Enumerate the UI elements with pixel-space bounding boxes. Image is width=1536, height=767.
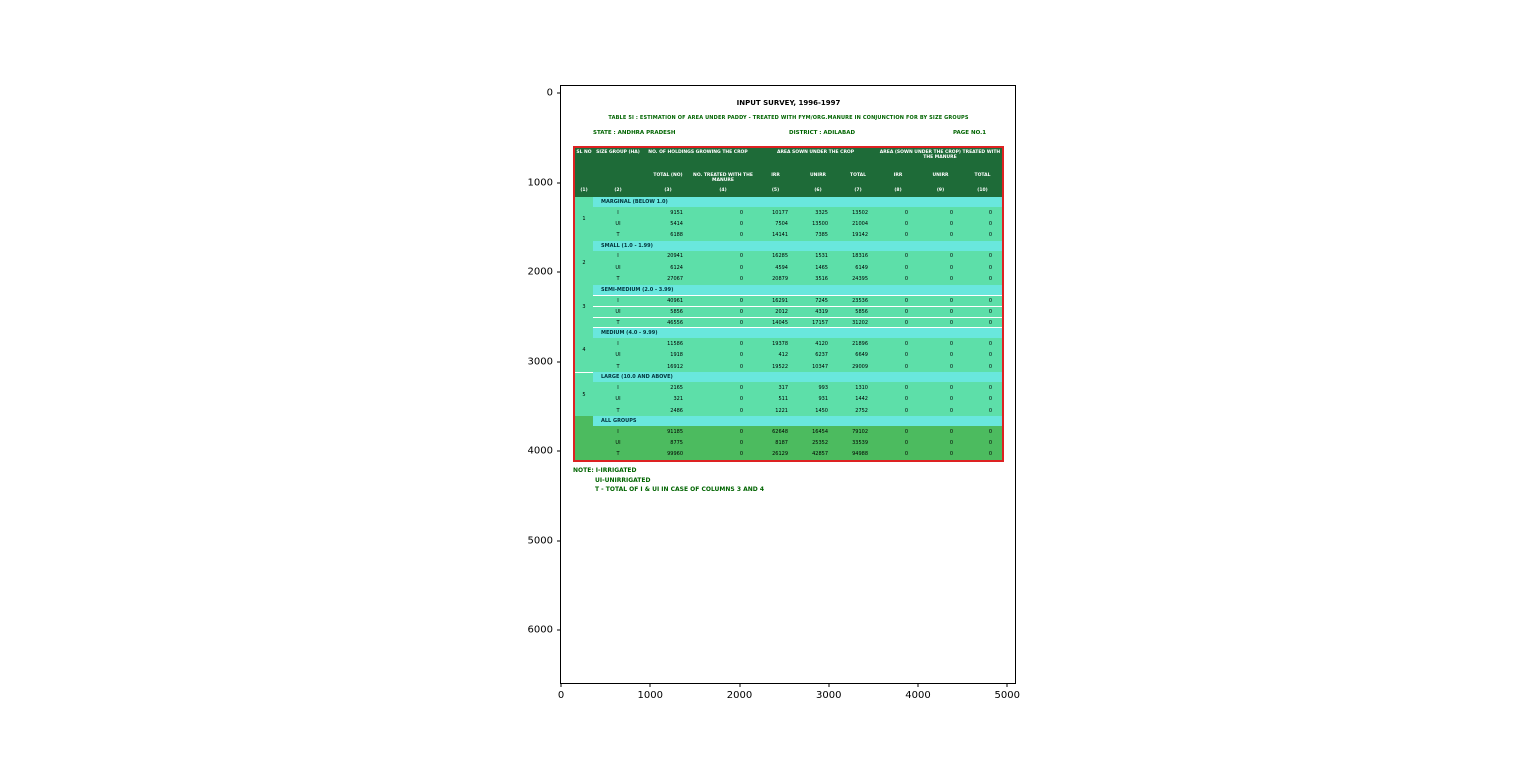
table-cell: 24395	[852, 276, 868, 283]
header-column-number: (7)	[854, 188, 862, 193]
table-cell: 0	[904, 319, 908, 326]
page-number-label: PAGE NO.1	[953, 130, 987, 136]
table-row	[593, 437, 1002, 448]
table-row	[593, 306, 1002, 317]
header-column-number: (6)	[814, 188, 822, 193]
table-cell: 0	[904, 209, 908, 216]
header-cell-irr: IRR	[771, 173, 780, 178]
x-tick-label: 2000	[726, 690, 753, 701]
table-cell: 10177	[772, 209, 788, 216]
table-cell: 0	[949, 352, 953, 359]
table-cell: 0	[949, 276, 953, 283]
y-tick-label: 2000	[527, 266, 553, 278]
table-cell: 0	[949, 232, 953, 239]
header-group-area-treated: AREA (SOWN UNDER THE CROP) TREATED WITH THE MANURE	[879, 150, 1001, 161]
table-row	[593, 251, 1002, 262]
table-cell: 0	[904, 264, 908, 271]
table-cell: 0	[949, 253, 953, 260]
size-group-section	[575, 197, 1002, 241]
row-label-cell: UI	[615, 264, 621, 271]
table-body	[575, 197, 1002, 460]
y-tick-mark	[557, 182, 561, 183]
table-cell: 18316	[852, 253, 868, 260]
table-cell: 0	[988, 396, 992, 403]
table-cell: 317	[778, 384, 788, 391]
table-cell: 8187	[775, 440, 788, 447]
table-cell: 19378	[772, 341, 788, 348]
table-cell: 20941	[667, 253, 683, 260]
section-content	[593, 285, 1002, 329]
table-cell: 0	[904, 341, 908, 348]
size-group-section	[575, 241, 1002, 285]
section-content	[593, 241, 1002, 285]
table-cell: 993	[818, 384, 828, 391]
table-cell: 94988	[852, 451, 868, 458]
table-cell: 5856	[670, 308, 683, 315]
table-cell: 0	[949, 264, 953, 271]
table-cell: 0	[904, 396, 908, 403]
serial-number-cell: 3	[582, 303, 586, 310]
table-cell: 0	[904, 440, 908, 447]
x-tick-label: 4000	[905, 690, 931, 701]
table-cell: 0	[904, 220, 908, 227]
table-cell: 1450	[815, 407, 828, 414]
row-label-cell: UI	[615, 220, 621, 227]
table-cell: 0	[988, 341, 992, 348]
table-cell: 1465	[815, 264, 828, 271]
district-label: DISTRICT : ADILABAD	[789, 130, 856, 136]
table-cell: 91185	[667, 428, 683, 435]
row-label-cell: I	[617, 297, 619, 304]
table-row	[593, 382, 1002, 393]
table-cell: 0	[739, 396, 743, 403]
header-column-number: (3)	[664, 188, 672, 193]
table-cell: 21896	[852, 341, 868, 348]
row-label-cell: I	[617, 384, 619, 391]
header-subcolumn-row	[575, 172, 1002, 188]
header-cell-slno: SL NO	[576, 150, 592, 155]
table-row	[593, 426, 1002, 437]
table-row	[593, 262, 1002, 273]
table-cell: 0	[904, 232, 908, 239]
y-tick-mark	[557, 93, 561, 94]
table-cell: 13502	[852, 209, 868, 216]
section-content	[593, 416, 1002, 460]
table-cell: 2752	[855, 407, 868, 414]
state-label: STATE : ANDHRA PRADESH	[593, 130, 676, 136]
table-cell: 0	[988, 308, 992, 315]
table-cell: 0	[904, 407, 908, 414]
x-tick-label: 5000	[994, 690, 1021, 701]
header-column-number: (8)	[894, 188, 902, 193]
y-tick-mark	[557, 540, 561, 541]
section-label: SMALL (1.0 - 1.99)	[593, 241, 1002, 251]
table-cell: 2486	[670, 407, 683, 414]
size-group-section	[575, 416, 1002, 460]
table-cell: 0	[739, 209, 743, 216]
table-cell: 0	[949, 451, 953, 458]
table-cell: 0	[904, 253, 908, 260]
table-row	[593, 295, 1002, 306]
serial-number-cell: 2	[582, 259, 586, 266]
table-cell: 931	[818, 396, 828, 403]
header-group-area-sown: AREA SOWN UNDER THE CROP	[776, 150, 855, 155]
table-cell: 7245	[815, 297, 828, 304]
table-cell: 14045	[772, 319, 788, 326]
table-cell: 0	[949, 384, 953, 391]
table-cell: 16912	[667, 363, 683, 370]
table-cell: 0	[739, 451, 743, 458]
table-cell: 79102	[852, 428, 868, 435]
table-cell: 412	[778, 352, 788, 359]
table-cell: 1310	[855, 384, 868, 391]
x-tick-label: 0	[557, 690, 565, 701]
figure-subtitle: TABLE 5I : ESTIMATION OF AREA UNDER PADDY - TREATED WITH FYM/ORG.MANURE IN CONJUNCTION FOR BY SIZE GROUPS	[608, 115, 969, 121]
table-cell: 0	[949, 440, 953, 447]
table-cell: 1221	[775, 407, 788, 414]
header-column-number: (4)	[719, 188, 727, 193]
table-row	[593, 405, 1002, 416]
table-cell: 0	[949, 363, 953, 370]
table-cell: 0	[949, 209, 953, 216]
table-cell: 0	[739, 232, 743, 239]
row-label-cell: T	[616, 363, 620, 370]
table-cell: 0	[988, 297, 992, 304]
table-cell: 0	[904, 363, 908, 370]
header-cell-empty	[575, 172, 593, 188]
header-cell-empty	[593, 172, 643, 188]
section-label: ALL GROUPS	[593, 416, 1002, 426]
table-cell: 0	[988, 253, 992, 260]
table-cell: 511	[778, 396, 788, 403]
table-cell: 27067	[667, 276, 683, 283]
table-cell: 0	[739, 253, 743, 260]
y-tick-label: 1000	[527, 177, 553, 188]
table-row	[593, 338, 1002, 349]
table-cell: 321	[673, 396, 683, 403]
table-cell: 6237	[815, 352, 828, 359]
header-cell-total-no: TOTAL (NO)	[653, 173, 683, 178]
table-cell: 17157	[812, 319, 828, 326]
table-cell: 0	[904, 308, 908, 315]
table-cell: 16454	[812, 428, 828, 435]
table-cell: 0	[904, 297, 908, 304]
size-group-section	[575, 328, 1002, 372]
y-tick-mark	[557, 272, 561, 273]
x-tick-mark	[1007, 683, 1008, 687]
x-tick-mark	[918, 683, 919, 687]
header-column-number-row	[575, 188, 1002, 197]
table-row	[593, 230, 1002, 241]
table-cell: 0	[949, 396, 953, 403]
header-cell-irr: IRR	[893, 173, 903, 178]
table-cell: 33539	[852, 440, 868, 447]
table-cell: 7504	[775, 220, 788, 227]
table-row	[593, 394, 1002, 405]
row-label-cell: I	[617, 428, 619, 435]
row-label-cell: I	[617, 209, 619, 216]
header-column-number: (2)	[614, 188, 622, 193]
table-cell: 23536	[852, 297, 868, 304]
table-row	[593, 273, 1002, 284]
x-tick-mark	[561, 683, 562, 687]
serial-number-cell	[575, 416, 593, 460]
table-cell: 0	[739, 297, 743, 304]
table-cell: 0	[988, 264, 992, 271]
x-tick-mark	[739, 683, 740, 687]
table-cell: 0	[739, 276, 743, 283]
header-column-number: (5)	[771, 188, 780, 193]
table-cell: 1531	[815, 253, 828, 260]
header-cell-total: TOTAL	[850, 173, 866, 178]
table-cell: 0	[949, 428, 953, 435]
table-cell: 3516	[815, 276, 828, 283]
header-group-row	[575, 148, 1002, 172]
table-cell: 0	[949, 297, 953, 304]
table-cell: 14141	[772, 232, 788, 239]
row-label-cell: I	[617, 341, 619, 348]
table-cell: 16291	[772, 297, 788, 304]
table-cell: 62648	[772, 428, 788, 435]
section-content	[593, 197, 1002, 241]
table-cell: 0	[739, 407, 743, 414]
table-cell: 99960	[667, 451, 683, 458]
table-cell: 5414	[670, 220, 683, 227]
table-cell: 0	[988, 352, 992, 359]
table-cell: 6649	[855, 352, 868, 359]
y-tick-mark	[557, 630, 561, 631]
table-cell: 3325	[815, 209, 828, 216]
row-label-cell: UI	[615, 308, 621, 315]
row-label-cell: T	[616, 407, 620, 414]
table-cell: 0	[904, 276, 908, 283]
section-label: LARGE (10.0 AND ABOVE)	[593, 372, 1002, 382]
table-cell: 0	[988, 384, 992, 391]
table-cell: 0	[739, 428, 743, 435]
table-cell: 42857	[812, 451, 828, 458]
table-row	[593, 207, 1002, 218]
table-row	[593, 361, 1002, 372]
table-cell: 0	[949, 220, 953, 227]
table-cell: 0	[988, 209, 992, 216]
table-cell: 21004	[852, 220, 868, 227]
table-cell: 9151	[670, 209, 683, 216]
table-cell: 25352	[812, 440, 828, 447]
header-cell-size-group: SIZE GROUP (HA)	[596, 150, 640, 155]
header-cell-total: TOTAL	[974, 173, 991, 178]
table-cell: 0	[988, 407, 992, 414]
table-cell: 0	[988, 319, 992, 326]
table-cell: 0	[739, 220, 743, 227]
table-cell: 0	[739, 352, 743, 359]
serial-number-cell: 4	[582, 347, 586, 354]
table-cell: 0	[739, 440, 743, 447]
table-cell: 4120	[815, 341, 828, 348]
table-cell: 16285	[772, 253, 788, 260]
row-label-cell: T	[616, 276, 620, 283]
table-header	[575, 148, 1002, 197]
row-label-cell: I	[617, 253, 619, 260]
table-cell: 0	[904, 352, 908, 359]
table-cell: 0	[739, 384, 743, 391]
header-cell-unirr: UNIRR	[809, 173, 827, 178]
table-cell: 1442	[855, 396, 868, 403]
table-row	[593, 350, 1002, 361]
serial-number-cell: 5	[575, 372, 593, 416]
table-cell: 11586	[667, 341, 683, 348]
table-cell: 0	[988, 451, 992, 458]
footnote-line: UI-UNIRRIGATED	[595, 476, 651, 484]
serial-number-cell: 1	[582, 215, 586, 222]
table-cell: 0	[904, 428, 908, 435]
table-cell: 19522	[772, 363, 788, 370]
table-cell: 5856	[855, 308, 868, 315]
section-label: SEMI-MEDIUM (2.0 - 3.99)	[593, 285, 1002, 295]
table-cell: 0	[904, 384, 908, 391]
table-cell: 2165	[670, 384, 683, 391]
y-tick-label: 5000	[527, 535, 553, 546]
table-cell: 6149	[855, 264, 868, 271]
table-cell: 0	[988, 363, 992, 370]
header-column-number: (1)	[580, 188, 588, 193]
footnote-line: NOTE: I-IRRIGATED	[573, 467, 637, 474]
x-tick-mark	[650, 683, 651, 687]
table-cell: 0	[949, 319, 953, 326]
report-table	[573, 146, 1004, 462]
table-cell: 46556	[667, 319, 683, 326]
figure-title: INPUT SURVEY, 1996-1997	[736, 99, 841, 107]
table-cell: 0	[988, 428, 992, 435]
table-cell: 7385	[815, 232, 828, 239]
table-cell: 13500	[812, 220, 828, 227]
row-label-cell: T	[616, 319, 620, 326]
y-tick-mark	[557, 451, 561, 452]
table-cell: 0	[739, 341, 743, 348]
table-cell: 0	[988, 232, 992, 239]
row-label-cell: UI	[615, 352, 621, 359]
table-cell: 29009	[852, 363, 868, 370]
table-cell: 20879	[772, 276, 788, 283]
table-cell: 6188	[670, 232, 683, 239]
section-label: MEDIUM (4.0 - 9.99)	[593, 328, 1002, 338]
table-cell: 0	[949, 341, 953, 348]
y-tick-label: 3000	[527, 356, 553, 367]
header-column-number: (10)	[977, 188, 988, 193]
table-cell: 1918	[670, 352, 683, 359]
table-cell: 0	[988, 440, 992, 447]
size-group-section	[575, 372, 1002, 416]
table-cell: 2012	[775, 308, 788, 315]
y-tick-label: 4000	[527, 445, 553, 457]
table-cell: 4594	[775, 264, 788, 271]
table-cell: 0	[988, 220, 992, 227]
section-content	[593, 328, 1002, 372]
table-footnotes	[573, 466, 764, 495]
table-cell: 19142	[852, 232, 868, 239]
y-tick-label: 0	[546, 87, 553, 99]
header-column-number: (9)	[936, 188, 945, 193]
x-tick-label: 3000	[816, 690, 842, 701]
table-row	[593, 218, 1002, 229]
table-cell: 4319	[815, 308, 828, 315]
header-cell-no-treated: NO. TREATED WITH THE MANURE	[693, 173, 753, 184]
row-label-cell: UI	[615, 440, 621, 447]
row-label-cell: T	[616, 451, 620, 458]
footnote-line: T - TOTAL OF I & UI IN CASE OF COLUMNS 3 AND 4	[595, 486, 765, 493]
size-group-section	[575, 285, 1002, 329]
table-cell: 0	[988, 276, 992, 283]
table-cell: 8775	[670, 440, 683, 447]
table-row	[593, 449, 1002, 460]
table-cell: 31202	[852, 319, 868, 326]
y-tick-label: 6000	[527, 624, 553, 636]
table-cell: 0	[739, 308, 743, 315]
table-cell: 0	[739, 264, 743, 271]
plot-axes	[527, 85, 1021, 701]
table-cell: 40961	[667, 297, 683, 304]
report-meta-row	[573, 130, 1004, 140]
section-content	[593, 372, 1002, 416]
header-cell-unirr: UNIRR	[932, 173, 949, 178]
table-cell: 0	[739, 319, 743, 326]
table-cell: 0	[949, 308, 953, 315]
table-cell: 26129	[772, 451, 788, 458]
table-row	[593, 317, 1002, 329]
table-cell: 0	[949, 407, 953, 414]
section-label: MARGINAL (BELOW 1.0)	[593, 197, 1002, 207]
table-cell: 0	[739, 363, 743, 370]
table-cell: 0	[904, 451, 908, 458]
y-tick-mark	[557, 361, 561, 362]
row-label-cell: T	[616, 232, 620, 239]
row-label-cell: UI	[615, 396, 621, 403]
x-tick-label: 1000	[637, 690, 663, 701]
table-cell: 10347	[812, 363, 828, 370]
table-cell: 6124	[670, 264, 683, 271]
header-group-holdings: NO. OF HOLDINGS GROWING THE CROP	[648, 150, 748, 155]
x-tick-mark	[828, 683, 829, 687]
